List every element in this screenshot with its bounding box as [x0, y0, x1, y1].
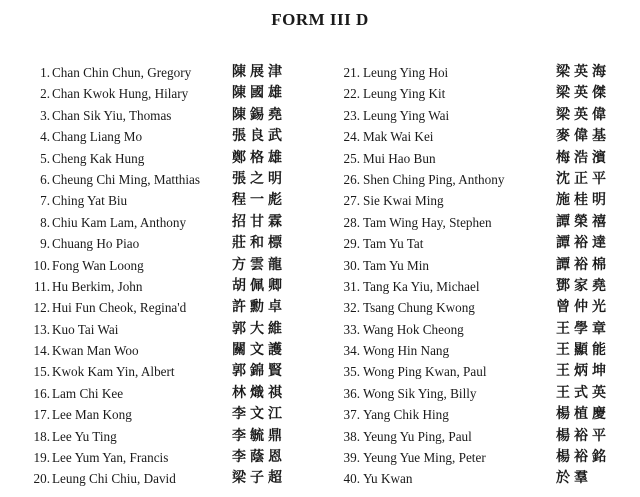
student-number: 28.: [343, 214, 360, 230]
student-number: 7.: [40, 193, 50, 209]
student-row: [22, 126, 322, 147]
student-chinese-name: 於羣: [556, 470, 592, 487]
student-number: 12.: [33, 300, 50, 316]
student-number: 37.: [343, 407, 360, 423]
student-row: [22, 83, 322, 104]
student-chinese-name: 梁子超: [232, 470, 286, 487]
student-chinese-name: 梁英傑: [556, 85, 610, 102]
student-name: Leung Ying Wai: [363, 107, 450, 123]
student-name: Chiu Kam Lam, Anthony: [52, 214, 187, 230]
student-chinese-name: 陳展津: [232, 64, 286, 80]
student-chinese-name: 王顯能: [556, 342, 610, 359]
student-name: Kwok Kam Yin, Albert: [52, 364, 175, 380]
student-number: 11.: [34, 278, 50, 294]
student-chinese-name: 王式英: [556, 384, 610, 401]
student-number: 13.: [33, 321, 50, 337]
student-row: [330, 169, 635, 190]
right-column: [330, 62, 635, 490]
student-number: 25.: [343, 150, 360, 166]
student-chinese-name: 招甘霖: [232, 213, 286, 230]
student-name: Wong Ping Kwan, Paul: [363, 364, 487, 380]
student-row: [330, 319, 635, 340]
student-chinese-name: 關文護: [232, 342, 286, 359]
student-chinese-name: 沈正平: [556, 170, 610, 187]
student-chinese-name: 方雲龍: [232, 256, 286, 273]
student-chinese-name: 楊裕平: [556, 427, 610, 444]
student-name: Lam Chi Kee: [52, 385, 124, 401]
student-name: Lee Yum Yan, Francis: [52, 450, 169, 466]
student-name: Hui Fun Cheok, Regina'd: [52, 300, 187, 316]
student-row: [22, 148, 322, 169]
student-chinese-name: 程一彪: [232, 192, 286, 209]
student-name: Wong Sik Ying, Billy: [363, 385, 477, 401]
student-number: 20.: [33, 471, 50, 487]
student-row: [22, 297, 322, 318]
student-number: 23.: [343, 107, 360, 123]
student-number: 34.: [343, 343, 360, 359]
student-name: Ching Yat Biu: [52, 193, 128, 209]
student-number: 35.: [343, 364, 360, 380]
student-number: 14.: [33, 343, 50, 359]
student-number: 22.: [343, 86, 360, 102]
student-number: 36.: [343, 385, 360, 401]
student-row: [330, 83, 635, 104]
student-chinese-name: 李蔭恩: [232, 449, 286, 466]
student-row: [22, 383, 322, 404]
student-name: Chan Chin Chun, Gregory: [52, 65, 192, 80]
student-name: Lee Yu Ting: [52, 428, 117, 444]
student-chinese-name: 鄧家堯: [556, 277, 610, 294]
student-row: [22, 361, 322, 382]
student-chinese-name: 梅浩濱: [556, 149, 610, 166]
student-number: 21.: [343, 65, 360, 80]
student-name: Sie Kwai Ming: [363, 193, 444, 209]
student-number: 6.: [40, 171, 50, 187]
student-name: Yu Kwan: [363, 471, 413, 487]
student-chinese-name: 張良武: [232, 128, 286, 145]
student-number: 26.: [343, 171, 360, 187]
student-row: [330, 404, 635, 425]
student-chinese-name: 莊和標: [232, 235, 286, 252]
student-name: Yeung Yue Ming, Peter: [363, 450, 486, 466]
student-row: [22, 426, 322, 447]
student-chinese-name: 王學章: [556, 320, 610, 337]
student-row: [330, 297, 635, 318]
student-number: 33.: [343, 321, 360, 337]
student-number: 18.: [33, 428, 50, 444]
student-chinese-name: 林熾祺: [232, 384, 286, 401]
student-row: [330, 190, 635, 211]
student-name: Shen Ching Ping, Anthony: [363, 171, 505, 187]
student-chinese-name: 梁英偉: [556, 106, 610, 123]
student-chinese-name: 王炳坤: [556, 363, 610, 380]
student-name: Wang Hok Cheong: [363, 321, 464, 337]
student-name: Cheung Chi Ming, Matthias: [52, 171, 200, 187]
student-chinese-name: 郭大維: [232, 320, 286, 337]
student-number: 3.: [40, 107, 50, 123]
student-name: Chang Liang Mo: [52, 129, 143, 145]
student-row: [22, 169, 322, 190]
student-chinese-name: 許勳卓: [232, 299, 286, 316]
student-number: 40.: [343, 471, 360, 487]
student-number: 27.: [343, 193, 360, 209]
student-chinese-name: 曾仲光: [556, 299, 610, 316]
student-row: [22, 404, 322, 425]
student-row: [330, 447, 635, 468]
student-row: [22, 447, 322, 468]
student-row: [330, 126, 635, 147]
student-name: Leung Ying Hoi: [363, 65, 449, 80]
student-name: Chan Kwok Hung, Hilary: [52, 86, 189, 102]
student-chinese-name: 譚裕達: [556, 235, 610, 252]
student-row: [330, 383, 635, 404]
student-chinese-name: 郭錦賢: [232, 363, 286, 380]
student-name: Tsang Chung Kwong: [363, 300, 475, 316]
student-row: [330, 426, 635, 447]
student-chinese-name: 楊裕銘: [556, 449, 610, 466]
student-number: 5.: [40, 150, 50, 166]
student-number: 9.: [40, 236, 50, 252]
student-name: Mak Wai Kei: [363, 129, 434, 145]
student-chinese-name: 李文江: [232, 406, 286, 423]
student-chinese-name: 梁英海: [556, 64, 610, 80]
student-number: 4.: [40, 129, 50, 145]
student-row: [330, 62, 635, 83]
student-name: Chan Sik Yiu, Thomas: [52, 107, 172, 123]
student-chinese-name: 李毓鼎: [232, 427, 286, 444]
student-name: Chuang Ho Piao: [52, 236, 140, 252]
student-row: [22, 105, 322, 126]
student-name: Leung Chi Chiu, David: [52, 471, 176, 487]
student-row: [330, 276, 635, 297]
student-chinese-name: 鄭格雄: [232, 149, 286, 166]
student-number: 16.: [33, 385, 50, 401]
student-row: [330, 361, 635, 382]
left-column: [22, 62, 322, 490]
student-name: Tam Yu Tat: [363, 236, 424, 252]
student-row: [330, 212, 635, 233]
student-row: [330, 233, 635, 254]
student-number: 8.: [40, 214, 50, 230]
student-number: 38.: [343, 428, 360, 444]
student-row: [22, 255, 322, 276]
student-row: [22, 319, 322, 340]
student-row: [22, 190, 322, 211]
student-name: Leung Ying Kit: [363, 86, 446, 102]
student-number: 1.: [40, 65, 50, 80]
student-name: Lee Man Kong: [52, 407, 132, 423]
student-name: Cheng Kak Hung: [52, 150, 145, 166]
student-chinese-name: 譚榮禧: [556, 213, 610, 230]
student-number: 31.: [343, 278, 360, 294]
student-chinese-name: 陳錫堯: [232, 106, 286, 123]
student-name: Wong Hin Nang: [363, 343, 450, 359]
student-number: 39.: [343, 450, 360, 466]
student-name: Yeung Yu Ping, Paul: [363, 428, 472, 444]
student-row: [330, 105, 635, 126]
student-name: Fong Wan Loong: [52, 257, 144, 273]
student-row: [330, 148, 635, 169]
student-name: Mui Hao Bun: [363, 150, 436, 166]
student-number: 24.: [343, 129, 360, 145]
student-chinese-name: 施桂明: [556, 192, 610, 209]
student-name: Hu Berkim, John: [52, 278, 143, 294]
student-row: [22, 62, 322, 83]
student-number: 15.: [33, 364, 50, 380]
student-row: [22, 468, 322, 489]
student-number: 32.: [343, 300, 360, 316]
student-name: Kuo Tai Wai: [52, 321, 119, 337]
student-chinese-name: 楊植慶: [556, 406, 610, 423]
student-number: 2.: [40, 86, 50, 102]
student-name: Tam Wing Hay, Stephen: [363, 214, 492, 230]
student-row: [22, 212, 322, 233]
student-name: Tam Yu Min: [363, 257, 429, 273]
page-title: FORM III D: [271, 10, 369, 29]
student-name: Kwan Man Woo: [52, 343, 139, 359]
student-chinese-name: 陳國雄: [232, 85, 286, 102]
student-row: [22, 276, 322, 297]
student-row: [330, 468, 635, 489]
student-chinese-name: 麥偉基: [556, 128, 610, 145]
student-number: 30.: [343, 257, 360, 273]
student-number: 19.: [33, 450, 50, 466]
student-name: Tang Ka Yiu, Michael: [363, 278, 480, 294]
student-number: 29.: [343, 236, 360, 252]
student-row: [330, 340, 635, 361]
student-row: [22, 340, 322, 361]
student-number: 10.: [33, 257, 50, 273]
student-chinese-name: 張之明: [232, 170, 286, 187]
student-row: [330, 255, 635, 276]
student-chinese-name: 譚裕棉: [556, 256, 610, 273]
student-chinese-name: 胡佩卿: [232, 277, 286, 294]
student-number: 17.: [33, 407, 50, 423]
student-name: Yang Chik Hing: [363, 407, 449, 423]
student-row: [22, 233, 322, 254]
